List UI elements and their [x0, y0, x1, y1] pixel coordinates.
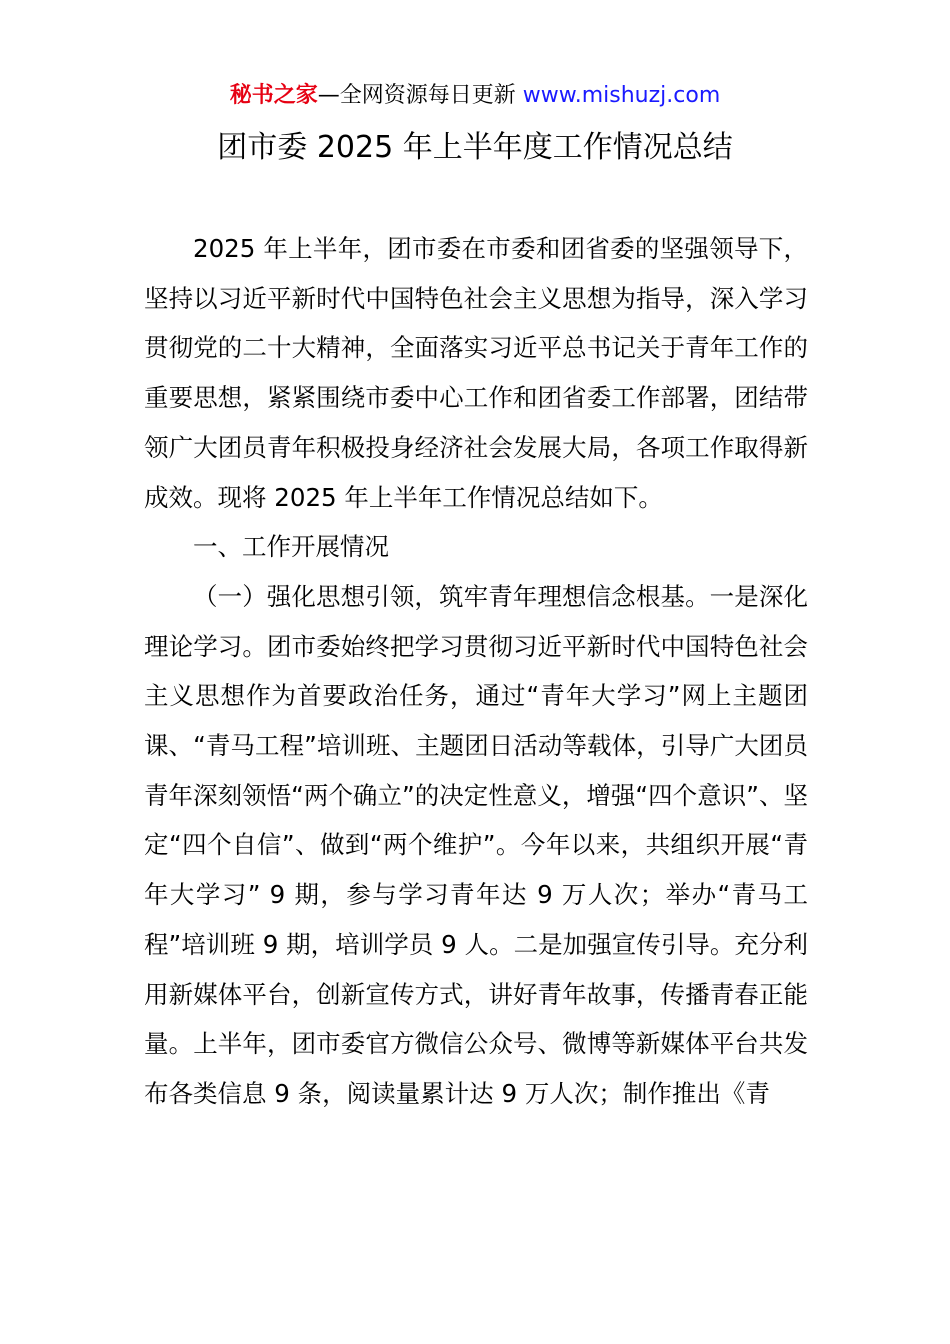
site-url-link[interactable]: www.mishuzj.com: [522, 83, 721, 108]
site-tagline: —全网资源每日更新: [317, 83, 523, 108]
document-title: 团市委 2025 年上半年度工作情况总结: [217, 130, 733, 165]
section-heading: 一、工作开展情况: [193, 532, 389, 562]
site-brand: 秘书之家: [229, 83, 318, 108]
site-banner: [0, 80, 950, 112]
intro-paragraph: 2025 年上半年，团市委在市委和团省委的坚强领导下，坚持以习近平新时代中国特色社会主义思想为指导，深入学习贯彻党的二十大精神，全面落实习近平总书记关于青年工作的重要思想，紧紧围绕市委中心工作和团省委工作部署，团结带领广大团员青年积极投身经济社会发展大局，各项工作取得新成效。现将 2025 年上半年工作情况总结如下。: [144, 234, 808, 512]
document-body: [144, 224, 808, 1119]
body-paragraph: （一）强化思想引领，筑牢青年理想信念根基。一是深化理论学习。团市委始终把学习贯彻习近平新时代中国特色社会主义思想作为首要政治任务，通过“青年大学习”网上主题团课、“青马工程”培训班、主题团日活动等载体，引导广大团员青年深刻领悟“两个确立”的决定性意义，增强“四个意识”、坚定“四个自信”、做到“两个维护”。今年以来，共组织开展“青年大学习” 9 期，参与学习青年达 9 万人次；举办“青马工程”培训班 9 期，培训学员 9 人。二是加强宣传引导。充分利用新媒体平台，创新宣传方式，讲好青年故事，传播青春正能量。上半年，团市委官方微信公众号、微博等新媒体平台共发布各类信息 9 条，阅读量累计达 9 万人次；制作推出《青: [144, 581, 808, 1108]
